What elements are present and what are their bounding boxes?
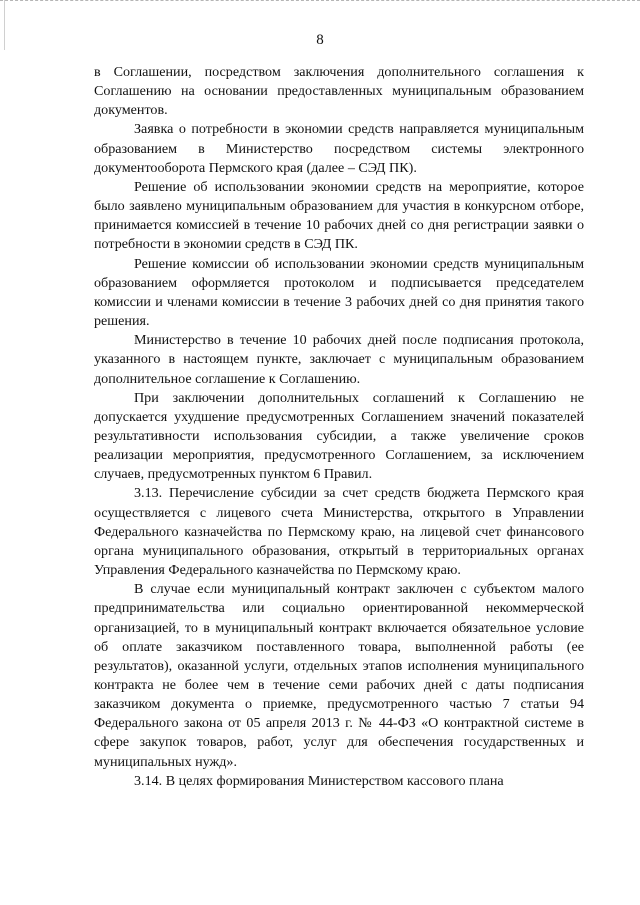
document-body	[94, 63, 584, 791]
paragraph-3: Решение об использовании экономии средств на мероприятие, которое было заявлено муниципальным образованием для участия в конкурсном отборе, принимается комиссией в течение 10 рабочих дней со дня регистрации заявки о потребности в экономии средств в СЭД ПК.	[94, 178, 584, 253]
paragraph-8: В случае если муниципальный контракт заключен с субъектом малого предпринимательства или социально ориентированной некоммерческой организацией, то в муниципальный контракт включается обязательное условие об оплате заказчиком поставленного товара, выполненной работы (ее результатов), оказанной услуги, отдельных этапов исполнения муниципального контракта не более чем в течение семи рабочих дней с даты подписания заказчиком документа о приемке, предусмотренного частью 7 статьи 94 Федерального закона от 05 апреля 2013 г. № 44-ФЗ «О контрактной системе в сфере закупок товаров, работ, услуг для обеспечения государственных и муниципальных нужд».	[94, 581, 584, 770]
scan-edge-top	[0, 0, 640, 3]
page-number: 8	[316, 32, 324, 48]
paragraph-2: Заявка о потребности в экономии средств направляется муниципальным образованием в Министерство посредством системы электронного документооборота Пермского края (далее – СЭД ПК).	[94, 121, 584, 176]
paragraph-7-section-3-13: 3.13. Перечисление субсидии за счет средств бюджета Пермского края осуществляется с лицевого счета Министерства, открытого в Управлении Федерального казначейства по Пермскому краю, на лицевой счет финансового органа муниципального образования, открытый в территориальных органах Управления Федерального казначейства по Пермскому краю.	[94, 485, 584, 579]
paragraph-9-section-3-14: 3.14. В целях формирования Министерством кассового плана	[134, 772, 504, 789]
paragraph-5: Министерство в течение 10 рабочих дней после подписания протокола, указанного в настоящем пункте, заключает с муниципальным образованием дополнительное соглашение к Соглашению.	[94, 332, 584, 387]
paragraph-1: в Соглашении, посредством заключения дополнительного соглашения к Соглашению на основании предоставленных муниципальным образованием документов.	[94, 64, 584, 119]
paragraph-6: При заключении дополнительных соглашений к Соглашению не допускается ухудшение предусмотренных Соглашением значений показателей результативности использования субсидии, а также увеличение сроков реализации мероприятия, предусмотренного Соглашением, за исключением случаев, предусмотренных пунктом 6 Правил.	[94, 389, 584, 483]
paragraph-4: Решение комиссии об использовании экономии средств муниципальным образованием оформляется протоколом и подписывается председателем комиссии и членами комиссии в течение 3 рабочих дней со дня принятия такого решения.	[94, 255, 584, 330]
